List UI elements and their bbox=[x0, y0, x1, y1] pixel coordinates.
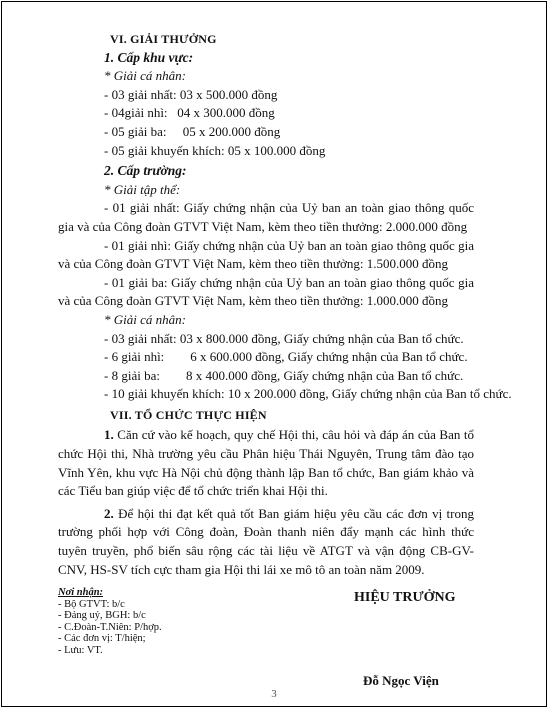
list-item: - 04giải nhì: 04 x 300.000 đồng bbox=[104, 105, 275, 121]
cap-truong-heading: 2. Cấp trường: bbox=[104, 163, 187, 179]
list-item: - 6 giải nhì: 6 x 600.000 đồng, Giấy chứng nhận của Ban tổ chức. bbox=[104, 349, 468, 365]
paragraph-number: 1. bbox=[104, 427, 114, 443]
tap-the-label: * Giải tập thể: bbox=[104, 181, 181, 197]
recipient-item: - C.Đoàn-T.Niên: P/hợp. bbox=[58, 621, 162, 633]
page-number: 3 bbox=[271, 688, 277, 700]
recipients-title: Nơi nhận: bbox=[58, 587, 104, 599]
cap-truong-ca-nhan-label: * Giải cá nhân: bbox=[104, 311, 186, 327]
signature-title: HIỆU TRƯỞNG bbox=[354, 590, 456, 606]
paragraph bbox=[58, 505, 474, 579]
paragraph-text: Để hội thi đạt kết quả tốt Ban giám hiệu yêu cầu các đơn vị trong trường phối hợp với Công đoàn, Đoàn thanh niên đẩy mạnh các hình thức tuyên truyền, phổ biến sâu rộng các tài liệu về ATGT và vận động CB-GV-CNV, HS-SV tích cực tham gia Hội thi lái xe mô tô an toàn năm 2009. bbox=[58, 505, 474, 577]
paragraph-number: 2. bbox=[104, 505, 114, 521]
list-item: - 01 giải nhất: Giấy chứng nhận của Uỷ ban an toàn giao thông quốc gia và của Công đoàn GTVT Việt Nam, kèm theo tiền thưởng: 2.000.000 đồng bbox=[58, 200, 474, 234]
recipient-item: - Lưu: VT. bbox=[58, 644, 103, 656]
recipient-item: - Các đơn vị: T/hiện; bbox=[58, 633, 146, 645]
paragraph-text: Căn cứ vào kế hoạch, quy chế Hội thi, câu hỏi và đáp án của Ban tổ chức Hội thi, Nhà trường yêu cầu Phân hiệu Thái Nguyên, Trung tâm đào tạo Vĩnh Yên, khu vực Hà Nội chủ động thành lập Ban tổ chức, Ban giám khảo và các Tiểu ban giúp việc để tổ chức triển khai Hội thi. bbox=[58, 427, 474, 499]
list-item: - 05 giải ba: 05 x 200.000 đồng bbox=[104, 123, 281, 139]
signature-block bbox=[58, 587, 474, 697]
khu-vuc-ca-nhan-label: * Giải cá nhân: bbox=[104, 68, 186, 84]
list-item: - 03 giải nhất: 03 x 500.000 đồng bbox=[104, 86, 278, 102]
list-item: - 03 giải nhất: 03 x 800.000 đồng, Giấy chứng nhận của Ban tổ chức. bbox=[104, 330, 464, 346]
khu-vuc-heading: 1. Cấp khu vực: bbox=[104, 49, 194, 65]
recipient-item: - Bộ GTVT: b/c bbox=[58, 598, 125, 610]
section-vii-heading: VII. TỔ CHỨC THỰC HIỆN bbox=[110, 407, 267, 422]
signer-name: Đỗ Ngọc Viện bbox=[363, 673, 439, 689]
recipient-item: - Đảng uỷ, BGH: b/c bbox=[58, 610, 146, 622]
section-vi-heading: VI. GIẢI THƯỞNG bbox=[110, 32, 217, 46]
list-item: - 05 giải khuyến khích: 05 x 100.000 đồng bbox=[104, 142, 326, 158]
list-item: - 01 giải nhì: Giấy chứng nhận của Uỷ ban an toàn giao thông quốc gia và của Công đoàn GTVT Việt Nam, kèm theo tiền thưởng: 1.500.000 đồng bbox=[58, 237, 474, 272]
paragraph bbox=[58, 426, 474, 500]
document-body bbox=[58, 30, 512, 697]
recipients-list bbox=[58, 587, 162, 656]
list-item: - 01 giải ba: Giấy chứng nhận của Uỷ ban an toàn giao thông quốc gia và của Công đoàn GTVT Việt Nam, kèm theo tiền thưởng: 1.000.000 đồng bbox=[58, 274, 474, 309]
list-item: - 8 giải ba: 8 x 400.000 đồng, Giấy chứng nhận của Ban tổ chức. bbox=[104, 367, 464, 383]
list-item: - 10 giải khuyến khích: 10 x 200.000 đồng, Giấy chứng nhận của Ban tổ chức. bbox=[104, 386, 512, 402]
